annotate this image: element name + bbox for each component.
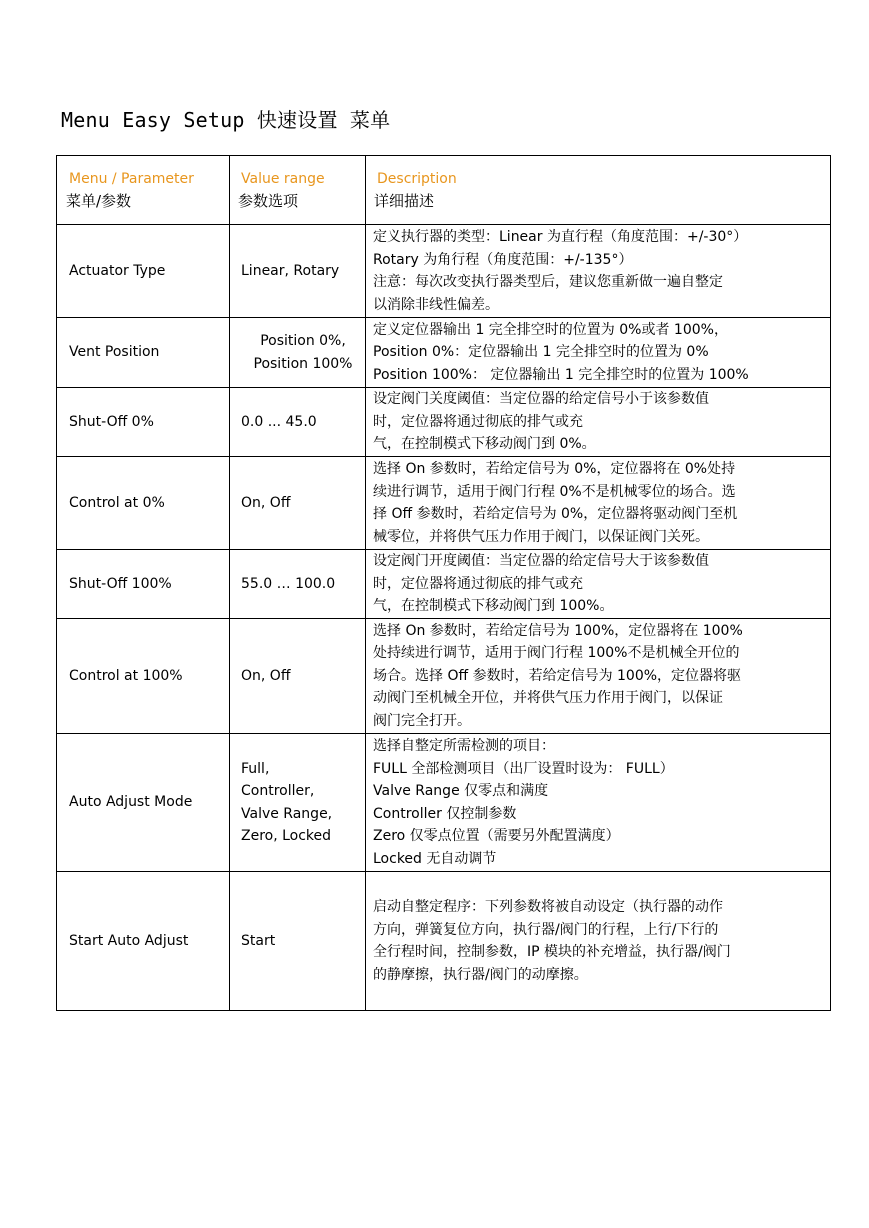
desc-line: Zero 仅零点位置（需要另外配置满度） <box>373 828 620 844</box>
desc-line: Valve Range 仅零点和满度 <box>373 783 549 799</box>
desc-line: 阀门完全打开。 <box>373 712 471 729</box>
range-line: Start <box>241 932 276 949</box>
row-range <box>230 619 366 734</box>
desc-line: 定义定位器输出 1 完全排空时的位置为 0%或者 100%， <box>373 321 728 338</box>
desc-line: 以消除非线性偏差。 <box>373 296 499 313</box>
desc-line: 气，在控制模式下移动阀门到 100%。 <box>373 598 614 615</box>
table-row <box>57 872 831 1011</box>
desc-line: Position 0%：定位器输出 1 完全排空时的位置为 0% <box>373 344 709 361</box>
desc-line: 全行程时间，控制参数，IP 模块的补充增益，执行器/阀门 <box>373 944 731 960</box>
range-line: Valve Range, <box>241 805 333 822</box>
row-parameter: Shut-Off 0% <box>57 388 230 457</box>
desc-line: 择 Off 参数时，若给定信号为 0%，定位器将驱动阀门至机 <box>373 506 738 522</box>
desc-line: 方向，弹簧复位方向，执行器/阀门的行程，上行/下行的 <box>373 921 719 938</box>
desc-line: 续进行调节，适用于阀门行程 0%不是机械零位的场合。选 <box>373 483 736 500</box>
row-range <box>230 388 366 457</box>
desc-line: 设定阀门关度阈值：当定位器的给定信号小于该参数值 <box>373 391 709 408</box>
row-parameter: Control at 0% <box>57 457 230 550</box>
row-description <box>366 619 831 734</box>
header-description-en: Description <box>377 170 457 187</box>
table-row <box>57 619 831 734</box>
table-row <box>57 225 831 318</box>
desc-line: Locked 无自动调节 <box>373 850 497 867</box>
row-description <box>366 318 831 388</box>
row-range <box>230 457 366 550</box>
header-parameter-zh: 菜单/参数 <box>66 192 132 210</box>
row-range <box>230 872 366 1011</box>
range-line: On, Off <box>241 494 291 511</box>
row-description <box>366 734 831 872</box>
desc-line: 注意：每次改变执行器类型后，建议您重新做一遍自整定 <box>373 274 723 290</box>
range-line: Position 100% <box>253 355 353 372</box>
range-line: Position 0%, <box>260 333 346 349</box>
table-row <box>57 550 831 619</box>
row-range <box>230 225 366 318</box>
desc-line: 场合。选择 Off 参数时，若给定信号为 100%，定位器将驱 <box>373 667 742 684</box>
row-description <box>366 550 831 619</box>
row-range <box>230 550 366 619</box>
desc-line: 选择 On 参数时，若给定信号为 100%，定位器将在 100% <box>373 622 743 639</box>
table-row <box>57 388 831 457</box>
desc-line: Controller 仅控制参数 <box>373 805 517 822</box>
desc-line: 定义执行器的类型：Linear 为直行程（角度范围：+/-30°） <box>373 229 748 245</box>
table-row <box>57 457 831 550</box>
header-parameter-en: Menu / Parameter <box>69 170 194 187</box>
range-line: On, Off <box>241 667 291 684</box>
range-line: 55.0 … 100.0 <box>241 575 336 592</box>
range-line: Linear, Rotary <box>241 262 340 279</box>
page-title: Menu Easy Setup 快速设置 菜单 <box>61 108 391 132</box>
desc-line: Rotary 为角行程（角度范围：+/-135°） <box>373 251 633 268</box>
row-range <box>230 734 366 872</box>
desc-line: Position 100%： 定位器输出 1 完全排空时的位置为 100% <box>373 366 749 383</box>
range-line: Zero, Locked <box>241 828 332 844</box>
parameter-table <box>56 155 831 1011</box>
row-description <box>366 388 831 457</box>
header-description <box>366 156 831 225</box>
desc-line: 动阀门至机械全开位，并将供气压力作用于阀门，以保证 <box>373 690 723 707</box>
header-range <box>230 156 366 225</box>
desc-line: 时，定位器将通过彻底的排气或充 <box>373 413 583 430</box>
range-line: Controller, <box>241 783 315 799</box>
header-range-en: Value range <box>241 170 325 187</box>
range-line: Full, <box>241 760 270 777</box>
desc-line: 械零位，并将供气压力作用于阀门，以保证阀门关死。 <box>373 528 709 545</box>
row-parameter: Auto Adjust Mode <box>57 734 230 872</box>
table-header-row <box>57 156 831 225</box>
header-parameter <box>57 156 230 225</box>
desc-line: 选择自整定所需检测的项目： <box>373 738 555 754</box>
row-description <box>366 457 831 550</box>
row-description <box>366 225 831 318</box>
row-parameter: Control at 100% <box>57 619 230 734</box>
desc-line: FULL 全部检测项目（出厂设置时设为： FULL） <box>373 760 674 777</box>
row-parameter: Shut-Off 100% <box>57 550 230 619</box>
header-range-zh: 参数选项 <box>238 192 299 210</box>
range-line: 0.0 ... 45.0 <box>241 413 317 430</box>
row-parameter: Vent Position <box>57 318 230 388</box>
row-parameter: Start Auto Adjust <box>57 872 230 1011</box>
row-description <box>366 872 831 1011</box>
desc-line: 选择 On 参数时，若给定信号为 0%，定位器将在 0%处持 <box>373 461 736 477</box>
desc-line: 时，定位器将通过彻底的排气或充 <box>373 575 583 592</box>
desc-line: 设定阀门开度阈值：当定位器的给定信号大于该参数值 <box>373 553 709 570</box>
row-range <box>230 318 366 388</box>
table-row <box>57 734 831 872</box>
row-parameter: Actuator Type <box>57 225 230 318</box>
desc-line: 启动自整定程序：下列参数将被自动设定（执行器的动作 <box>373 899 723 915</box>
desc-line: 气，在控制模式下移动阀门到 0%。 <box>373 436 596 453</box>
desc-line: 处持续进行调节，适用于阀门行程 100%不是机械全开位的 <box>373 645 740 662</box>
table-row <box>57 318 831 388</box>
header-description-zh: 详细描述 <box>374 192 435 210</box>
desc-line: 的静摩擦，执行器/阀门的动摩擦。 <box>373 966 588 983</box>
